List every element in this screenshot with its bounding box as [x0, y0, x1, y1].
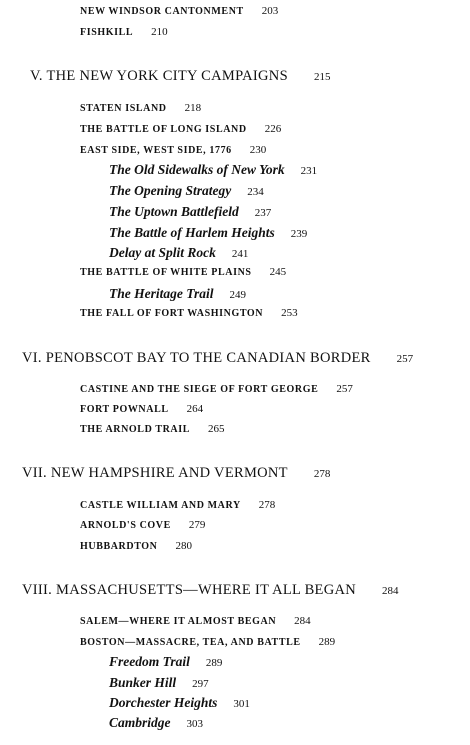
- subsection-entry: [109, 226, 307, 240]
- entry-page-number: 284: [294, 615, 311, 627]
- entry-title: Cambridge: [109, 715, 171, 730]
- entry-page-number: 257: [396, 353, 414, 365]
- entry-page-number: 289: [205, 657, 223, 669]
- entry-page-number: 297: [192, 678, 209, 690]
- section-entry: [80, 637, 335, 648]
- entry-title: NEW WINDSOR CANTONMENT: [80, 6, 244, 17]
- entry-title: V. THE NEW YORK CITY CAMPAIGNS: [30, 68, 288, 84]
- entry-title: Freedom Trail: [109, 654, 190, 669]
- entry-title: The Old Sidewalks of New York: [109, 162, 285, 177]
- chapter-heading: [22, 466, 330, 481]
- entry-title: SALEM—WHERE IT ALMOST BEGAN: [80, 616, 277, 627]
- entry-title: ARNOLD'S COVE: [80, 520, 171, 531]
- entry-title: THE FALL OF FORT WASHINGTON: [80, 308, 264, 319]
- subsection-entry: [109, 184, 264, 198]
- entry-title: THE ARNOLD TRAIL: [80, 424, 190, 435]
- section-entry: [80, 308, 298, 319]
- entry-page-number: 265: [208, 423, 225, 435]
- entry-title: Dorchester Heights: [109, 695, 218, 710]
- subsection-entry: [109, 163, 317, 177]
- entry-page-number: 257: [336, 383, 353, 395]
- entry-page-number: 289: [318, 636, 336, 648]
- entry-title: FORT POWNALL: [80, 404, 169, 415]
- entry-title: BOSTON—MASSACRE, TEA, AND BATTLE: [80, 637, 301, 648]
- chapter-heading: [22, 351, 413, 366]
- section-entry: [80, 520, 205, 531]
- section-entry: [80, 6, 278, 17]
- subsection-entry: [109, 676, 209, 690]
- entry-title: The Opening Strategy: [109, 183, 232, 198]
- entry-page-number: 303: [186, 718, 204, 730]
- subsection-entry: [109, 696, 250, 710]
- entry-title: VI. PENOBSCOT BAY TO THE CANADIAN BORDER: [22, 350, 371, 366]
- entry-title: THE BATTLE OF LONG ISLAND: [80, 124, 247, 135]
- section-entry: [80, 404, 203, 415]
- section-entry: [80, 124, 281, 135]
- subsection-entry: [109, 655, 222, 669]
- entry-page-number: 249: [229, 289, 246, 301]
- chapter-heading: [22, 583, 399, 598]
- entry-title: The Uptown Battlefield: [109, 204, 239, 219]
- entry-page-number: 230: [249, 144, 267, 156]
- entry-title: The Battle of Harlem Heights: [109, 225, 275, 240]
- entry-page-number: 215: [313, 71, 331, 83]
- subsection-entry: [109, 205, 271, 219]
- section-entry: [80, 424, 225, 435]
- entry-page-number: 239: [290, 228, 308, 240]
- section-entry: [80, 541, 192, 552]
- entry-title: EAST SIDE, WEST SIDE, 1776: [80, 145, 232, 156]
- entry-page-number: 226: [264, 123, 282, 135]
- entry-page-number: 253: [281, 307, 298, 319]
- entry-page-number: 279: [188, 519, 206, 531]
- subsection-entry: [109, 287, 246, 301]
- entry-title: CASTLE WILLIAM AND MARY: [80, 500, 241, 511]
- section-entry: [80, 616, 311, 627]
- entry-title: STATEN ISLAND: [80, 103, 167, 114]
- entry-page-number: 284: [382, 585, 399, 597]
- entry-title: CASTINE AND THE SIEGE OF FORT GEORGE: [80, 384, 319, 395]
- entry-title: Bunker Hill: [109, 675, 177, 690]
- entry-page-number: 264: [186, 403, 204, 415]
- entry-page-number: 231: [300, 165, 318, 177]
- entry-title: VIII. MASSACHUSETTS—WHERE IT ALL BEGAN: [22, 582, 357, 598]
- entry-title: The Heritage Trail: [109, 286, 214, 301]
- entry-page-number: 301: [233, 698, 250, 710]
- entry-title: VII. NEW HAMPSHIRE AND VERMONT: [22, 465, 288, 481]
- entry-page-number: 241: [231, 248, 249, 260]
- entry-page-number: 218: [184, 102, 202, 114]
- entry-title: FISHKILL: [80, 27, 134, 38]
- entry-page-number: 237: [254, 207, 272, 219]
- subsection-entry: [109, 716, 203, 730]
- entry-page-number: 203: [261, 5, 279, 17]
- entry-page-number: 278: [258, 499, 276, 511]
- section-entry: [80, 103, 201, 114]
- entry-page-number: 278: [313, 468, 331, 480]
- section-entry: [80, 145, 266, 156]
- entry-page-number: 280: [175, 540, 192, 552]
- entry-page-number: 210: [151, 26, 168, 38]
- subsection-entry: [109, 246, 248, 260]
- entry-title: THE BATTLE OF WHITE PLAINS: [80, 267, 252, 278]
- section-entry: [80, 500, 275, 511]
- entry-page-number: 234: [247, 186, 264, 198]
- entry-title: HUBBARDTON: [80, 541, 158, 552]
- entry-page-number: 245: [269, 266, 287, 278]
- section-entry: [80, 267, 286, 278]
- section-entry: [80, 27, 168, 38]
- section-entry: [80, 384, 353, 395]
- entry-title: Delay at Split Rock: [109, 245, 216, 260]
- chapter-heading: [30, 69, 330, 84]
